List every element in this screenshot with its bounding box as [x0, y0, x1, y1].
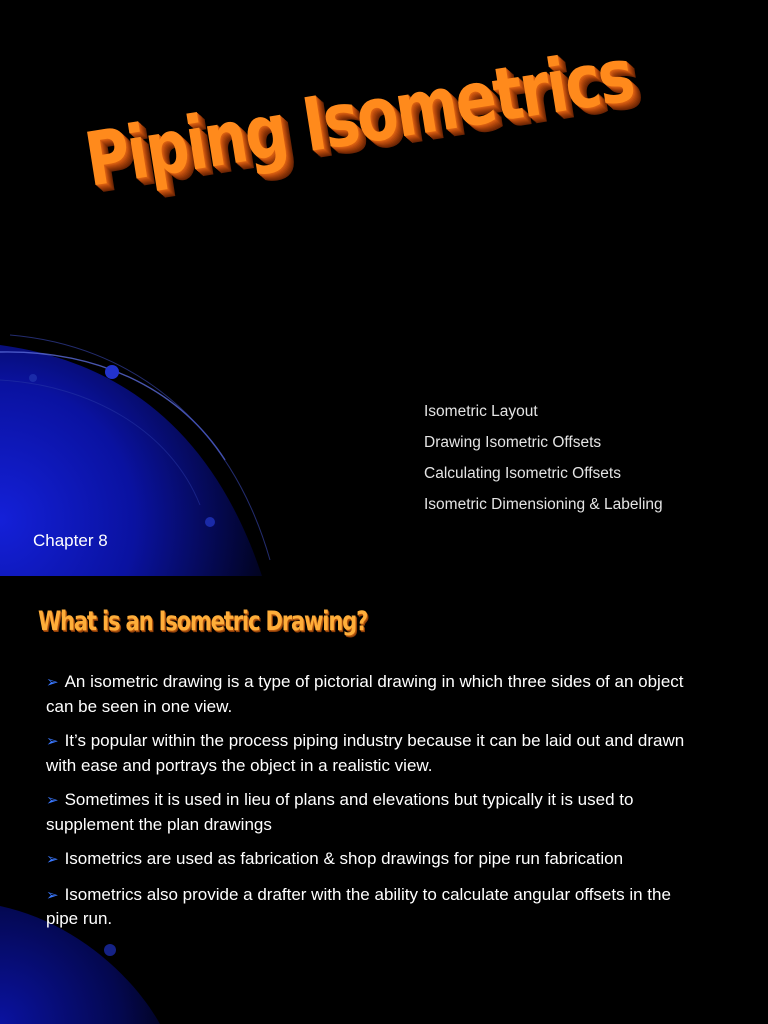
topic-item: Isometric Layout [424, 403, 538, 420]
list-item [46, 670, 706, 718]
arrow-bullet-icon: ➢ [46, 851, 59, 868]
list-item [46, 729, 706, 777]
arrow-bullet-icon: ➢ [46, 792, 59, 809]
bullet-text: An isometric drawing is a type of pictorial drawing in which three sides of an object can be seen in one view. [46, 672, 684, 716]
orb-decoration [105, 365, 119, 379]
list-item [46, 788, 706, 836]
list-item [46, 847, 706, 872]
slide-title: Piping Isometrics [79, 32, 639, 204]
bullet-text: Isometrics also provide a drafter with the ability to calculate angular offsets in the pipe run. [46, 884, 671, 928]
bullet-text: Sometimes it is used in lieu of plans and elevations but typically it is used to supplement the plan drawings [46, 790, 634, 834]
slide-heading: What is an Isometric Drawing? [38, 606, 368, 637]
arrow-bullet-icon: ➢ [46, 674, 59, 691]
content-slide [0, 576, 768, 1024]
bullet-list [46, 670, 706, 942]
arrow-bullet-icon: ➢ [46, 886, 59, 904]
topic-item: Calculating Isometric Offsets [424, 465, 621, 482]
topic-item: Isometric Dimensioning & Labeling [424, 496, 663, 513]
bullet-text: It’s popular within the process piping industry because it can be laid out and drawn with ease and portrays the object in a realistic view. [46, 731, 685, 775]
chapter-label: Chapter 8 [33, 531, 108, 550]
topic-item: Drawing Isometric Offsets [424, 434, 602, 451]
arrow-bullet-icon: ➢ [46, 733, 59, 750]
bullet-text: Isometrics are used as fabrication & shop drawings for pipe run fabrication [64, 849, 624, 868]
topic-list [424, 402, 663, 526]
list-item [46, 883, 706, 931]
